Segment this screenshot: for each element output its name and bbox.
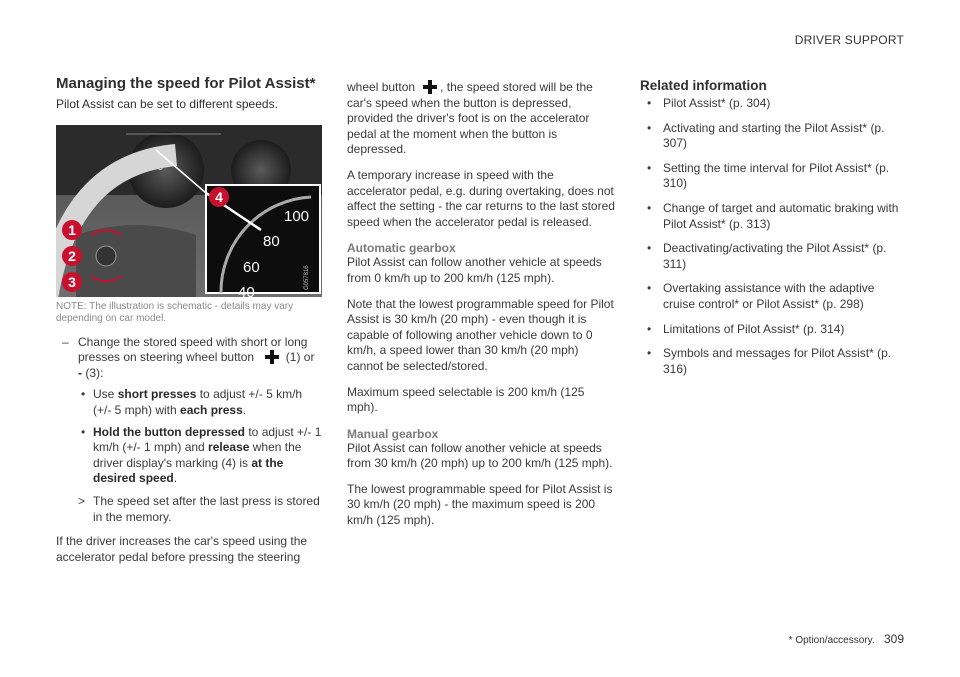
gauge-label-80: 80: [263, 232, 280, 250]
related-link-item[interactable]: • Change of target and automatic braking with Pilot Assist* (p. 313): [647, 200, 899, 231]
related-heading: Related information: [640, 78, 767, 93]
subheading-manual: Manual gearbox: [347, 426, 439, 441]
related-link-item[interactable]: • Limitations of Pilot Assist* (p. 314): [647, 321, 845, 336]
column-middle: [347, 80, 615, 529]
illustration-svg: [56, 125, 322, 297]
dash-speed-readout: 76: [151, 160, 164, 173]
figure-code: G057816: [304, 264, 310, 290]
subheading-automatic: Automatic gearbox: [347, 241, 456, 256]
page-title: Managing the speed for Pilot Assist*: [56, 75, 316, 92]
steering-wheel-illustration: [56, 125, 322, 297]
related-link-item[interactable]: • Symbols and messages for Pilot Assist* (p. 316): [647, 346, 892, 376]
column-right: [640, 78, 908, 386]
figure-caption: NOTE: The illustration is schematic - details may vary depending on car model.: [56, 300, 294, 324]
related-link-item[interactable]: • Overtaking assistance with the adaptive cruise control* or Pilot Assist* (p. 298): [647, 281, 875, 311]
step-text-part2: (1) or: [285, 350, 315, 365]
body-paragraph: Pilot Assist can follow another vehicle at speeds from 0 km/h up to 200 km/h (125 mph).: [347, 255, 602, 285]
related-link-item[interactable]: • Setting the time interval for Pilot Assist* (p. 310): [647, 160, 890, 191]
body-paragraph: Maximum speed selectable is 200 km/h (125 mph).: [347, 384, 585, 415]
result-marker: >: [78, 493, 86, 508]
minus-sign: -: [78, 365, 82, 380]
intro-text: Pilot Assist can be set to different speeds.: [56, 97, 278, 111]
steering-wheel-spoke: [76, 225, 196, 297]
body-paragraph: If the driver increases the car's speed using the accelerator pedal before pressing the steering: [56, 534, 308, 564]
step-result: > The speed set after the last press is stored in the memory.: [78, 493, 320, 524]
step-instruction: [56, 335, 322, 382]
list-item: • Use short presses to adjust +/- 5 km/h (+/- 5 mph) with each press.: [81, 387, 303, 417]
body-paragraph: Pilot Assist can follow another vehicle at speeds from 30 km/h (20 mph) up to 200 km/h (125 mph).: [347, 440, 613, 471]
step-text-part1: Change the stored speed with short or long presses on steering wheel button: [78, 334, 308, 365]
body-paragraph: A temporary increase in speed with the accelerator pedal, e.g. during overtaking, does not affect the setting - the car returns to the last stored speed when the accelerator pedal is released.: [347, 167, 615, 229]
bullet-dot: •: [81, 424, 86, 439]
body-paragraph: Note that the lowest programmable speed for Pilot Assist is 30 km/h (20 mph) - even though it is capable of following another vehicle down to 0 km/h, a speed lower than 30 km/h (20 mph) cannot be selected/stored.: [347, 296, 614, 373]
body-paragraph: wheel button , the speed stored will be the car's speed when the button is depressed, provided the driver's foot is on the accelerator pedal at the moment when the button is depressed.: [347, 80, 593, 157]
footnote: * Option/accessory.: [788, 635, 875, 646]
plus-icon: [423, 80, 437, 94]
body-paragraph: The lowest programmable speed for Pilot Assist is 30 km/h (20 mph) - the maximum speed is 200 km/h (125 mph).: [347, 481, 613, 528]
page-footer: [789, 632, 904, 646]
plus-icon: [265, 350, 279, 364]
bullet-dot: •: [81, 387, 86, 402]
page-number: 309: [883, 632, 904, 646]
wheel-button-cluster: [96, 246, 116, 266]
list-item: • Hold the button depressed to adjust +/- 1 km/h (+/- 1 mph) and release when the driver display's marking (4) is at the desired speed.: [81, 424, 322, 486]
column-left: [56, 76, 322, 565]
gauge-label-40: 40: [238, 283, 255, 297]
related-link-item[interactable]: • Pilot Assist* (p. 304): [647, 96, 771, 110]
related-list: [640, 96, 908, 377]
callout-1: 1: [68, 221, 76, 238]
section-header: DRIVER SUPPORT: [794, 33, 904, 47]
step-dash: –: [62, 334, 69, 349]
gauge-label-100: 100: [284, 207, 310, 225]
callout-2: 2: [68, 247, 76, 264]
callout-3: 3: [68, 273, 76, 290]
related-link-item[interactable]: • Deactivating/activating the Pilot Assist* (p. 311): [647, 241, 887, 271]
callout-4: 4: [215, 188, 223, 205]
step-text-part3: (3):: [85, 365, 104, 380]
gauge-label-60: 60: [243, 258, 260, 276]
related-link-item[interactable]: • Activating and starting the Pilot Assist* (p. 307): [647, 120, 885, 151]
